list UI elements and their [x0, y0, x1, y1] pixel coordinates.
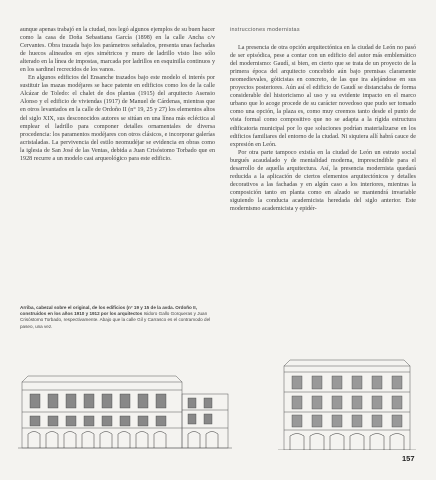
right-paragraph-2: Por otra parte tampoco existía en la ciudad de León un estrato social burgués acaudalado y de mentalidad moderna, imprescindible para el desarrollo de aquella arquitectura. Así, la presencia modernista quedará reducida a la aplicación de ciertos elementos arquitectónicos y detalles decorativos a las fachadas y en algún caso a los interiores, mientras la composición tanto en planta como en alzado se mantendrá invariable siguiendo la conducta academicista heredada del siglo anterior. Este modernismo academicista y epidér-	[230, 149, 416, 212]
building-elevation-drawing-left	[18, 372, 232, 450]
caption-lead: Arriba, cabezal sobre el original, de los edificios (n° 19 y 15 de la avda. Ordoño II, construidos en los años 1910 y 1912 por los arquitectos	[20, 305, 197, 317]
section-title: instrucciones modernistas	[230, 27, 300, 33]
page-number: 157	[402, 454, 415, 463]
left-paragraph-2: En algunos edificios del Ensanche trazados bajo este modelo el interés por sustituir las mazas modéjares se hace patente en edificios como los de la calle Alcázar de Toledo: el chalet de dos plantas (1915) del arquitecto Asensio Alonso y el edificio de viviendas (1917) de Manuel de Cárdenas, mientras que en otros levantados en la calle de Ordoño II (n° 19, 25 y 27) los elementos altos del siglo XIX, sus desconocidos autores se sitúan en una línea más ecléctica al emplear el ladrillo para componer detalles ornamentales de diversa procedencia: los paramentos modéjares con otros clásicos, e incorporar galerías acristaladas. La pervivencia del estilo neomudéjar se evidencia en obras como la iglesia de San José de las Ventas, debida a Juan Crisóstomo Torbado que en 1928 recurre a un modelo casi arqueológico para este edificio.	[20, 75, 215, 162]
right-text-column	[230, 26, 416, 213]
left-paragraph-1: aunque apenas trabajó en la ciudad, nos legó algunos ejemplos de su buen hacer como la casa de Doña Sebastiana García (1898) en la calle Ancha c/v Cervantes. Obra trazada bajo los parámetros señalados, presenta unas fachadas de huecos alineados en ejes simétricos y muro de ladrillo visto liso sólo alterado en la línea de impostas, marcada por ladrillos en esquinilla continuos y en los sardinel recrecidos de los vanos.	[20, 27, 215, 74]
right-paragraph-1: La presencia de otra opción arquitectónica en la ciudad de León no pasó de ser episódica, pese a contar con un edificio del autor más emblemático del modernismo: Gaudí, si bien, en cierto que se trata de un proyecto de la primera época del arquitecto concebido aún bajo premisas claramente neomedievales, góticistas en concreto, de las que ira alejándose en sus proyectos posteriores. Aún así el edificio de Gaudí se distanciaba de forma considerable del historicismo al uso y su evidente impacto en el marco urbano que lo acoge procede de su carácter novedoso que pudo ser tomado como una opción, la plaza es, como muy creemos tanto desde el punto de vista formal como compositivo que no se adapta a la rígida estructura edificatoria municipal por lo que soluciones podrían materializarse en los edificios familiares del entorno de la ciudad. Ni siquiera allí habrá cauce de expresión en León.	[230, 45, 416, 148]
left-text-column	[20, 26, 215, 163]
caption-body: Isidoro Gallo Gorqueras y Juan Crisóstomo Torbado, respectivamente. Abajo que la calle Gil y Carrasco es el contramodo del paseo, una vez.	[20, 311, 211, 329]
figure-caption	[20, 305, 216, 330]
building-elevation-drawing-right	[278, 356, 416, 450]
